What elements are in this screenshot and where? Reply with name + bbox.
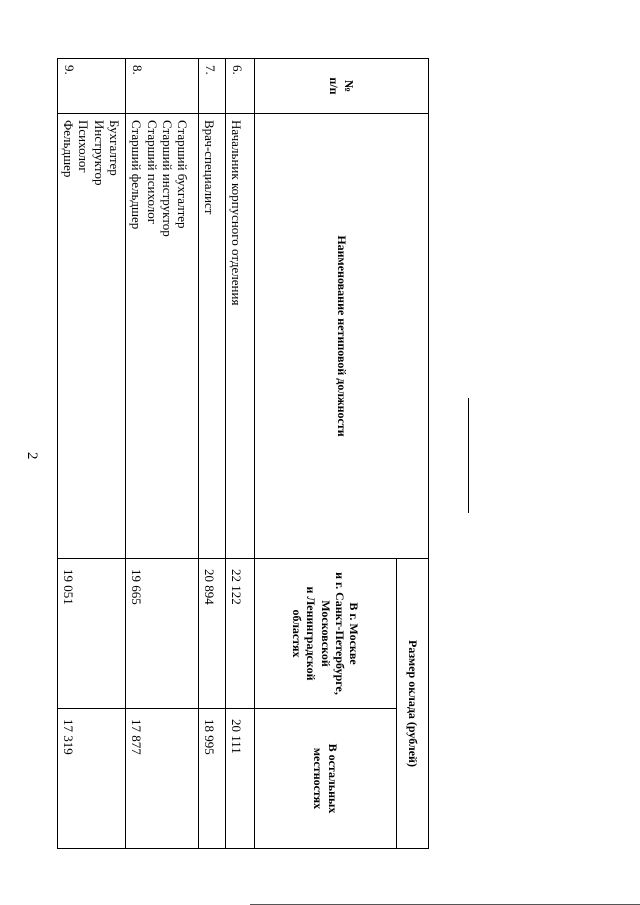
- header-moscow-line: и Ленинградской: [304, 586, 319, 681]
- position-name-line: Старший психолог: [144, 120, 160, 225]
- separator-line: [468, 398, 469, 513]
- header-other: [255, 709, 397, 849]
- salary-moscow: 20 894: [199, 559, 226, 709]
- position-name-line: Начальник корпусного отделения: [229, 120, 245, 306]
- header-moscow-line: В г. Москве: [346, 602, 361, 665]
- position-name-line: Бухгалтер: [107, 120, 122, 176]
- position-name-line: Психолог: [76, 120, 92, 173]
- salary-other: 17 877: [126, 709, 199, 849]
- header-number: [255, 59, 429, 114]
- position-name-line: Врач-специалист: [202, 120, 218, 215]
- header-number-line: п/п: [327, 77, 342, 95]
- header-other-line: В остальных: [325, 743, 340, 814]
- row-number: 8.: [126, 59, 199, 114]
- table-row: [226, 59, 255, 849]
- position-name-line: Фельдшер: [61, 120, 77, 178]
- salary-table: [57, 58, 429, 849]
- salary-moscow: 19 665: [126, 559, 199, 709]
- position-name-line: Старший инструктор: [159, 120, 175, 237]
- header-number-line: №: [341, 79, 356, 93]
- row-number: 6.: [226, 59, 255, 114]
- header-moscow: [255, 559, 397, 709]
- header-other-line: местностях: [311, 747, 326, 810]
- position-name: [226, 114, 255, 559]
- header-salary-group: Размер оклада (рублей): [397, 559, 429, 849]
- page-number: 2: [24, 452, 40, 460]
- table-row: [199, 59, 226, 849]
- row-number: 9.: [57, 59, 125, 114]
- position-name: [126, 114, 199, 559]
- salary-moscow: 19 051: [57, 559, 125, 709]
- position-name: [57, 114, 125, 559]
- table-row: [57, 59, 125, 849]
- salary-other: 17 319: [57, 709, 125, 849]
- header-moscow-line: Московской: [318, 600, 333, 667]
- salary-moscow: 22 122: [226, 559, 255, 709]
- salary-other: 18 995: [199, 709, 226, 849]
- table-row: [126, 59, 199, 849]
- header-moscow-line: областях: [290, 609, 305, 658]
- position-name-line: Старший бухгалтер: [175, 120, 191, 229]
- row-number: 7.: [199, 59, 226, 114]
- salary-table-rotated: [61, 58, 429, 848]
- position-name-line: Старший фельдшер: [129, 120, 145, 230]
- salary-other: 20 111: [226, 709, 255, 849]
- header-moscow-line: и г. Санкт-Петербурге,: [332, 572, 347, 695]
- position-name: [199, 114, 226, 559]
- position-name-line: Инструктор: [91, 120, 107, 186]
- header-position-name: Наименование нетиповой должности: [255, 114, 429, 559]
